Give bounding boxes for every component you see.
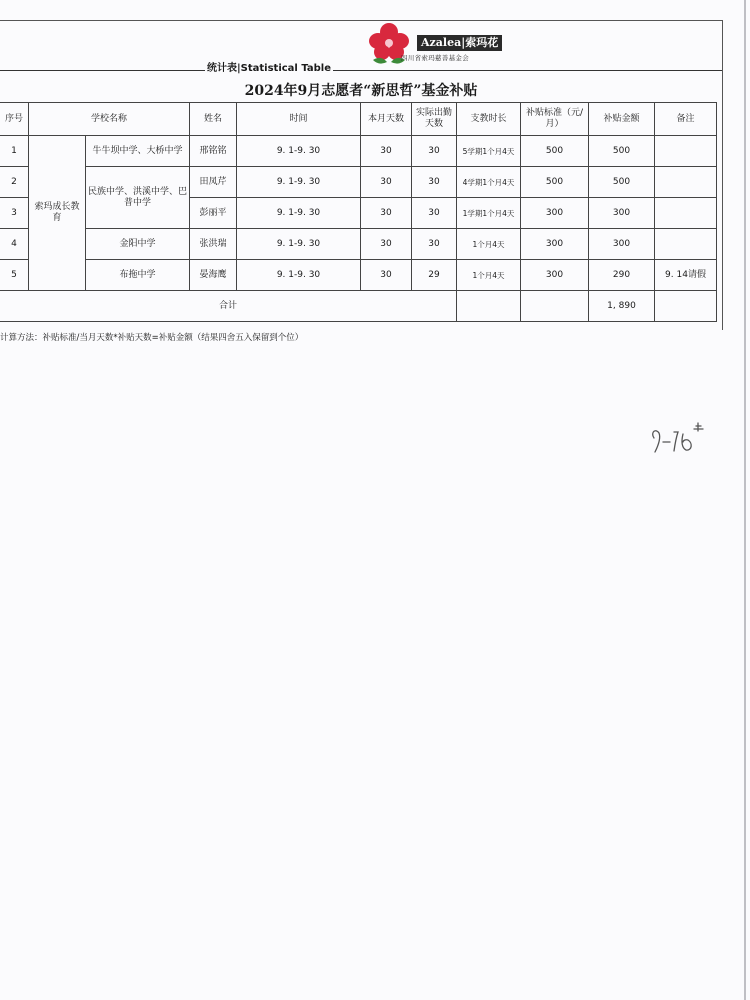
statistical-table-label: 统计表|Statistical Table [205, 59, 333, 74]
handwritten-date-annotation [648, 418, 718, 458]
month-days-cell: 30 [361, 167, 412, 198]
table-row [0, 136, 717, 167]
standard-cell: 300 [521, 229, 589, 260]
school-cell: 布拖中学 [86, 260, 190, 291]
col-header-school: 学校名称 [29, 103, 190, 136]
total-row [0, 291, 717, 322]
month-days-cell: 30 [361, 260, 412, 291]
standard-cell: 500 [521, 136, 589, 167]
teaching-time-cell: 1个月4天 [457, 260, 521, 291]
teaching-time-cell: 1个月4天 [457, 229, 521, 260]
actual-days-cell: 30 [412, 229, 457, 260]
remark-cell [655, 198, 717, 229]
foundation-logo [365, 22, 505, 68]
row-index: 2 [0, 167, 29, 198]
amount-cell: 500 [589, 136, 655, 167]
logo-subtitle: 四川省索玛慈善基金会 [401, 54, 469, 62]
period-cell: 9. 1-9. 30 [237, 136, 361, 167]
teaching-time-cell: 4学期1个月4天 [457, 167, 521, 198]
total-blank-cell [655, 291, 717, 322]
total-label: 合计 [0, 291, 457, 322]
table-row [0, 229, 717, 260]
school-cell: 金阳中学 [86, 229, 190, 260]
name-cell: 邢铭铭 [190, 136, 237, 167]
remark-cell [655, 229, 717, 260]
amount-cell: 300 [589, 198, 655, 229]
scan-edge [744, 0, 746, 1000]
col-header-standard: 补贴标准（元/月） [521, 103, 589, 136]
name-cell: 田凤芹 [190, 167, 237, 198]
month-days-cell: 30 [361, 229, 412, 260]
name-cell: 彭丽平 [190, 198, 237, 229]
standard-cell: 500 [521, 167, 589, 198]
teaching-time-cell: 5学期1个月4天 [457, 136, 521, 167]
table-header-row [0, 103, 717, 136]
col-header-actual-days: 实际出勤天数 [412, 103, 457, 136]
remark-cell: 9. 14请假 [655, 260, 717, 291]
amount-cell: 290 [589, 260, 655, 291]
school-cell: 民族中学、洪溪中学、巴普中学 [86, 167, 190, 229]
actual-days-cell: 30 [412, 167, 457, 198]
month-days-cell: 30 [361, 136, 412, 167]
col-header-remark: 备注 [655, 103, 717, 136]
row-index: 4 [0, 229, 29, 260]
period-cell: 9. 1-9. 30 [237, 198, 361, 229]
page-border-right [722, 20, 723, 330]
row-index: 1 [0, 136, 29, 167]
amount-cell: 300 [589, 229, 655, 260]
teaching-time-cell: 1学期1个月4天 [457, 198, 521, 229]
page-border-top [0, 20, 722, 21]
amount-cell: 500 [589, 167, 655, 198]
total-amount: 1, 890 [589, 291, 655, 322]
col-header-index: 序号 [0, 103, 29, 136]
name-cell: 张洪瑞 [190, 229, 237, 260]
actual-days-cell: 29 [412, 260, 457, 291]
table-row [0, 167, 717, 198]
standard-cell: 300 [521, 260, 589, 291]
standard-cell: 300 [521, 198, 589, 229]
remark-cell [655, 136, 717, 167]
name-cell: 晏海鹰 [190, 260, 237, 291]
total-blank-cell [457, 291, 521, 322]
total-blank-cell [521, 291, 589, 322]
col-header-amount: 补贴金额 [589, 103, 655, 136]
calculation-footnote: 计算方法：补贴标准/当月天数*补贴天数=补贴金额（结果四舍五入保留到个位） [0, 333, 304, 343]
school-cell: 牛牛坝中学、大桥中学 [86, 136, 190, 167]
period-cell: 9. 1-9. 30 [237, 260, 361, 291]
remark-cell [655, 167, 717, 198]
period-cell: 9. 1-9. 30 [237, 229, 361, 260]
header-rule [0, 70, 722, 71]
row-index: 5 [0, 260, 29, 291]
month-days-cell: 30 [361, 198, 412, 229]
col-header-teaching-time: 支教时长 [457, 103, 521, 136]
col-header-month-days: 本月天数 [361, 103, 412, 136]
table-row [0, 260, 717, 291]
logo-wordmark: Azalea|索玛花 [417, 35, 502, 51]
col-header-name: 姓名 [190, 103, 237, 136]
period-cell: 9. 1-9. 30 [237, 167, 361, 198]
actual-days-cell: 30 [412, 198, 457, 229]
col-header-period: 时间 [237, 103, 361, 136]
document-title: 2024年9月志愿者“新思哲”基金补贴 [244, 83, 478, 99]
organization-cell: 索玛成长教育 [29, 136, 86, 291]
subsidy-table [0, 102, 717, 322]
row-index: 3 [0, 198, 29, 229]
actual-days-cell: 30 [412, 136, 457, 167]
